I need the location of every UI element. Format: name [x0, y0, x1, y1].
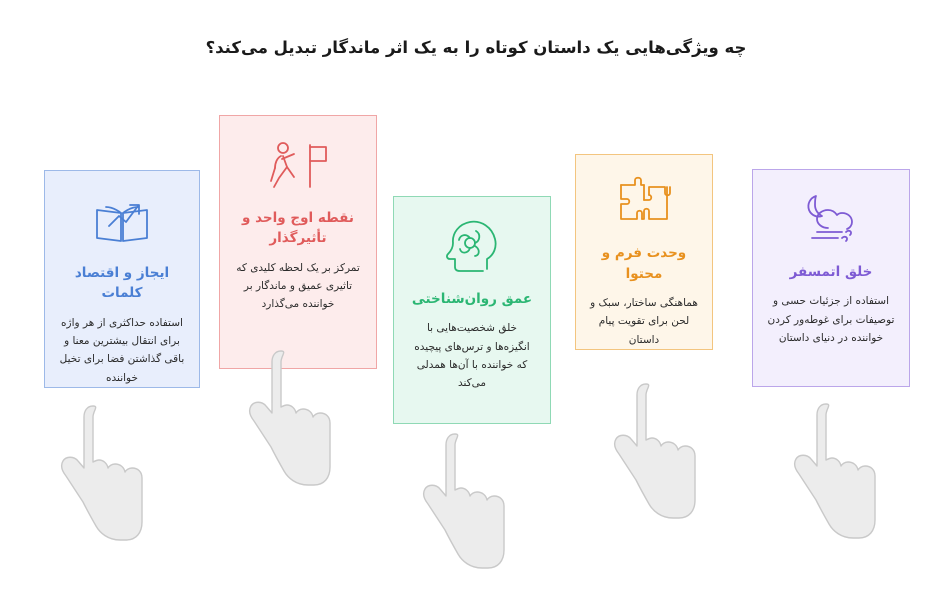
- card-title: نقطه اوج واحد و تأثیرگذار: [242, 210, 354, 247]
- card-body: خلق شخصیت‌هایی با انگیزه‌ها و ترس‌های پیچیده که خواننده با آن‌ها همدلی می‌کند: [414, 322, 530, 390]
- card-climax[interactable]: [219, 115, 377, 369]
- head-brain-icon: [442, 215, 502, 277]
- card-title: خلق اتمسفر: [789, 264, 873, 280]
- card-body: تمرکز بر یک لحظه کلیدی که تاثیری عمیق و ماندگار بر خواننده می‌گذارد: [236, 261, 360, 311]
- card-form-content-unity[interactable]: [575, 154, 713, 350]
- pointing-hand-4: [605, 378, 701, 532]
- open-book-arrow-icon: [92, 189, 152, 251]
- card-title: وحدت فرم و محتوا: [601, 245, 687, 282]
- pointing-hand-3: [414, 428, 510, 582]
- page-title: چه ویژگی‌هایی یک داستان کوتاه را به یک اثر ماندگار تبدیل می‌کند؟: [205, 38, 747, 57]
- pointing-hand-1: [52, 400, 148, 554]
- moon-cloud-wind-icon: [798, 188, 864, 250]
- card-body: هماهنگی ساختار، سبک و لحن برای تقویت پیام داستان: [590, 296, 698, 346]
- card-brevity[interactable]: [44, 170, 200, 388]
- pointing-hand-5: [785, 398, 881, 552]
- card-title: عمق روان‌شناختی: [411, 291, 533, 307]
- card-psychological-depth[interactable]: [393, 196, 551, 424]
- card-title: ایجاز و اقتصاد کلمات: [74, 265, 170, 302]
- card-body: استفاده از جزئیات حسی و توصیفات برای غوطه‌ور کردن خواننده در دنیای داستان: [767, 295, 895, 344]
- puzzle-pieces-icon: [615, 173, 673, 231]
- person-flag-icon: [266, 134, 330, 196]
- card-atmosphere[interactable]: [752, 169, 910, 387]
- card-body: استفاده حداکثری از هر واژه برای انتقال بیشترین معنا و باقی گذاشتن فضا برای تخیل خواننده: [59, 316, 185, 384]
